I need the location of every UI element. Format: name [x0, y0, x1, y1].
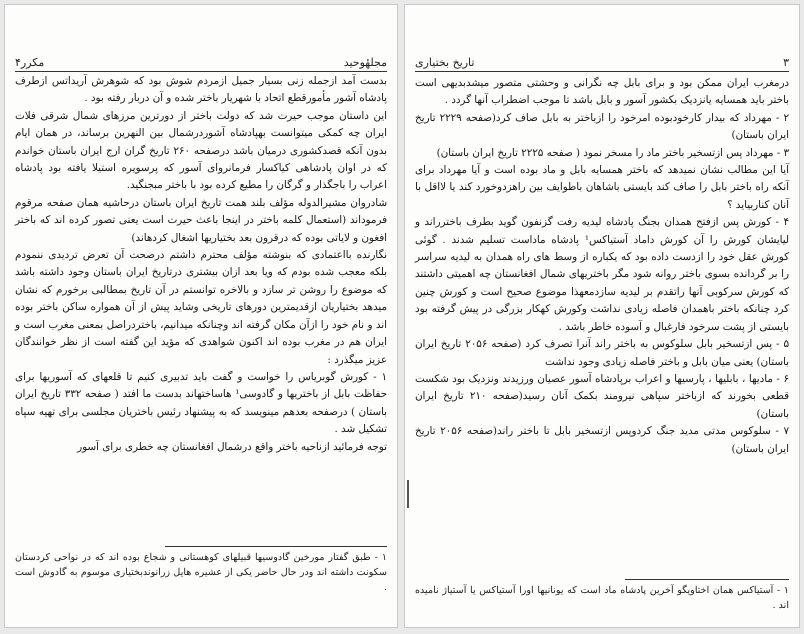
left-paragraph: توجه فرمائید ازناحیه باختر واقع درشمال افغانستان چه خطری برای آسور	[77, 440, 387, 453]
left-paragraph: ۱ - کورش گوبریاس را خواست و گفت باید تدبیری کنیم تا قلعهای که آسوریها برای حفاظت بابل از باختریها و گادوسی¹ هاساختهاند بدست ما افتد ( صفحه ۳۳۲ تاریخ ایران باستان ) درصفحه بعدهم مینویسد که به پیشنهاد رئیس باختریان مجلسی برای تهیه سپاه تشکیل شد .	[15, 370, 387, 436]
right-page-body	[415, 75, 789, 577]
left-paragraph: بدست آمد ازجمله زنی بسیار جمیل ازمردم شوش بود که شوهرش آریداتس ازطرف پادشاه آشور مأمورقطع اتحاد با شهریار باختر شده و آن دربار رفته بود .	[15, 75, 387, 105]
left-page-body	[15, 73, 387, 543]
right-paragraph: ۲ - مهرداد که بیدار کارخودبوده امرخود را ازباختر به بابل صاف کرد(صفحه ۲۲۲۹ تاریخ ایران باستان)	[415, 111, 789, 142]
left-page-header-right: مجلهٔوحید	[343, 56, 387, 69]
left-footnote: ۱ - طبق گفتار مورخین گادوسیها قبیلهای کوهستانی و شجاع بوده اند که در نواحی کردستان سکونت داشته اند ودر حال حاضر یکی از عشیره هایل زرانوندبختیاری موسوم به گادوش است .	[15, 552, 387, 593]
right-paragraph: ۳ - مهرداد پس ازتسخیر باختر ماد را مسخر نمود ( صفحه ۲۲۲۵ تاریخ ایران باستان)	[436, 146, 789, 159]
left-page-header	[15, 49, 387, 72]
right-paragraph: درمغرب ایران ممکن بود و برای بابل چه نگرانی و وحشتی متصور میشدبدیهی است باختر باید همسایه یانزدیک بکشور آسور و بابل باشد تا موجب اضطراب آنها گردد .	[415, 77, 789, 107]
left-paragraph: این داستان موجب حیرت شد که دولت باختر از دورترین مرزهای شمال شرقی فلات ایران چه کمکی میتوانست بهپادشاه آشوردرشمال بین النهرین برساند، در همان ایام بدون آنکه قصدکشوری درمیان باشد درصفحه ۲۶۰ تاریخ گران ارج ایران باستان خواندم که در اوان پادشاهی کیاکسار فرمانروای آسور که پرسویره استیلا یافته بود پادشاه اعراب را باجگذار و گرگان را مطیع کرده بود با باختر مبجنگید.	[15, 109, 387, 192]
right-footnote-rule	[625, 579, 789, 580]
right-page-header	[415, 49, 789, 72]
right-paragraph: آیا این مطالب نشان نمیدهد که باختر همسایه بابل و ماد بوده است و آیا مهرداد برای آنکه راه باختر بابل را صاف کند بایستی باشاهان باطوایف بین راهزدوخورد کند یا لااقل با آنان کناربیاید ؟	[415, 164, 789, 211]
left-paragraph: نگارنده بااعتمادی که بنوشته مؤلف محترم داشتم درصحت آن تعرض تردیدی ننمودم بلکه معجب شده بودم که ویا بعد ازان بیشتری درتاریخ ایران باستان وجود داشته باشد که موضوع را روشن تر سازد و بالاخره توانستم در آن تاریخ بمطالبی برخورم که نشان میدهد بختیاریان ازقدیمترین دورهای تاریخی وشاید پیش از آن همواره ساکن باختر بوده اند و نام خود را ازآن مکان گرفته اند وچنانکه میدانیم، باختردراصل بمعنی مغرب است و ایران هم در مغرب بوده اند اکنون شواهدی که مؤید این گفته است از نظر خوانندگان عزیز میگذرد :	[15, 249, 387, 366]
right-page-header-left: تاریخ بختیاری	[415, 56, 475, 69]
right-paragraph: ۶ - مادیها ، بابلیها ، پارسیها و اعراب برپادشاه آسور عصیان ورزیدند ونزدیک بود شکست قطعی بخورند که ازباختر سپاهی نیرومند بکمک آنان رسید(صفحه ۲۱۰ تاریخ ایران باستان)	[415, 372, 789, 420]
right-page	[404, 4, 800, 628]
right-footnote: ۱ - آستیاکس همان اختاویگو آخرین پادشاه ماد است که یونانیها اورا آستیاکس یا آستیاژ نامیده اند .	[415, 585, 789, 611]
left-paragraph: شادروان مشیرالدوله مؤلف بلند همت تاریخ ایران باستان درحاشیه همان صفحه مرقوم فرموداند (استعمال کلمه باختر در اینجا باعث حیرت است یعنی تصور کرده اند که باختر افغون و لایاتی بوده که درقرون بعد بختیاریها اشغال کردهاند)	[15, 196, 387, 244]
right-paragraph: ۴ - کورش پس ازفتح همدان بجنگ پادشاه لیدیه رفت گزنفون گوید بطرف باخترراند و لیایشان کورش را آن کورش داماد آستیاکس¹ پادشاه ماداست تسلیم شدند . گوئی کورش عقل خود را ازدست داده بود که یکباره از وسط های راه همدان به لیدیه سراسر را بر گردانده بسوی باختر روانه شود مگر باختریهای شمال افغانستان چه اهمیتی داشتند که کورش سرکوبی آنها راتقدم بر لیدیه سازدمعهذا موضوع صحیح است و کورش چنین کرد چنانکه باختر باهمدان فاصله زیادی نداشت وکورش کهکار بزرگی در پیش گرفته بود بایستی از پشت سرخود فارغبال و آسوده خاطر باشد .	[415, 216, 789, 333]
left-page-header-left: ۴مکرر	[15, 56, 45, 69]
right-paragraph: ۷ - سلوکوس مدتی مدید جنگ کردوپس ازتسخیر بابل تا باختر راند(صفحه ۲۰۵۶ تاریخ ایران باستان)	[415, 425, 789, 455]
right-page-number: ۳	[783, 56, 789, 69]
left-page	[4, 4, 398, 628]
right-paragraph: ۵ - پس ازتسخیر بابل سلوکوس به باختر راند آنرا تصرف کرد (صفحه ۲۰۵۶ تاریخ ایران باستان) یعنی میان بابل و باختر فاصله زیادی وجود نداشت	[415, 338, 790, 368]
binding-mark	[407, 480, 409, 508]
left-footnote-rule	[165, 546, 387, 547]
